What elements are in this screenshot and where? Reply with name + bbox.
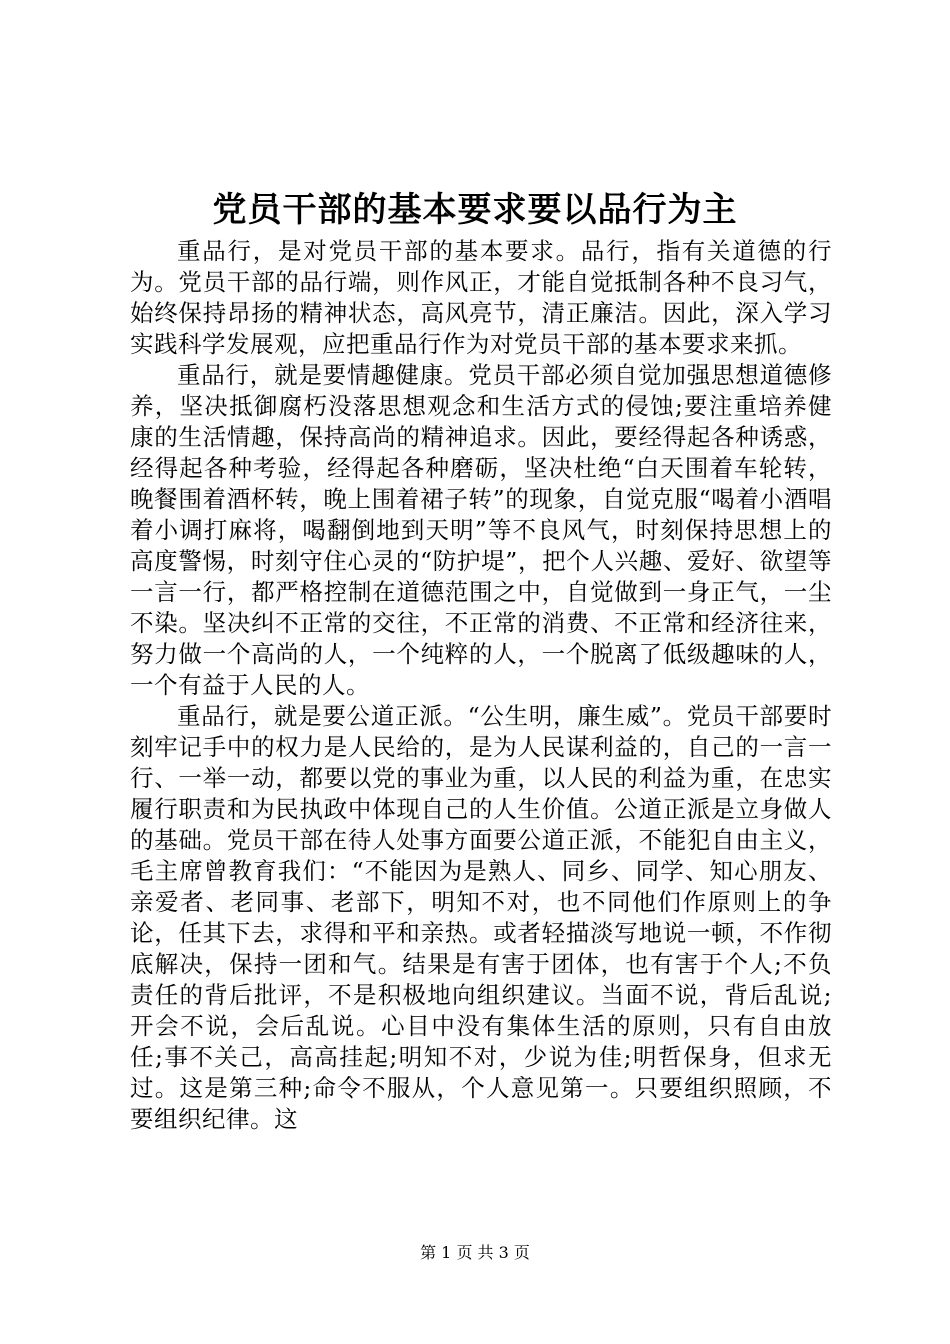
paragraph: 重品行，是对党员干部的基本要求。品行，指有关道德的行为。党员干部的品行端，则作风正，才能自觉抵制各种不良习气，始终保持昂扬的精神状态，高风亮节，清正廉洁。因此，深入学习实践科学发展观，应把重品行作为对党员干部的基本要求来抓。 [130, 237, 832, 358]
document-title: 党员干部的基本要求要以品行为主 [212, 190, 738, 230]
paragraph: 重品行，就是要公道正派。“公生明，廉生威”。党员干部要时刻牢记手中的权力是人民给的，是为人民谋利益的，自己的一言一行、一举一动，都要以党的事业为重，以人民的利益为重，在忠实履行职责和为民执政中体现自己的人生价值。公道正派是立身做人的基础。党员干部在待人处事方面要公道正派，不能犯自由主义，毛主席曾教育我们：“不能因为是熟人、同乡、同学、知心朋友、亲爱者、老同事、老部下，明知不对，也不同他们作原则上的争论，任其下去，求得和平和亲热。或者轻描淡写地说一顿，不作彻底解决，保持一团和气。结果是有害于团体，也有害于个人;不负责任的背后批评，不是积极地向组织建议。当面不说，背后乱说;开会不说，会后乱说。心目中没有集体生活的原则，只有自由放任;事不关己，高高挂起;明知不对，少说为佳;明哲保身，但求无过。这是第三种;命令不服从，个人意见第一。只要组织照顾，不要组织纪律。这 [130, 702, 832, 1133]
paragraph: 重品行，就是要情趣健康。党员干部必须自觉加强思想道德修养，坚决抵御腐朽没落思想观念和生活方式的侵蚀;要注重培养健康的生活情趣，保持高尚的精神追求。因此，要经得起各种诱惑，经得起各种考验，经得起各种磨砺，坚决杜绝“白天围着车轮转，晚餐围着酒杯转，晚上围着裙子转”的现象，自觉克服“喝着小酒唱着小调打麻将，喝翻倒地到天明”等不良风气，时刻保持思想上的高度警惕，时刻守住心灵的“防护堤”，把个人兴趣、爱好、欲望等一言一行，都严格控制在道德范围之中，自觉做到一身正气，一尘不染。坚决纠不正常的交往，不正常的消费、不正常和经济往来，努力做一个高尚的人，一个纯粹的人，一个脱离了低级趣味的人，一个有益于人民的人。 [130, 361, 832, 699]
page-footer: 第 1 页 共 3 页 [420, 1243, 530, 1262]
document-body [130, 236, 832, 1135]
